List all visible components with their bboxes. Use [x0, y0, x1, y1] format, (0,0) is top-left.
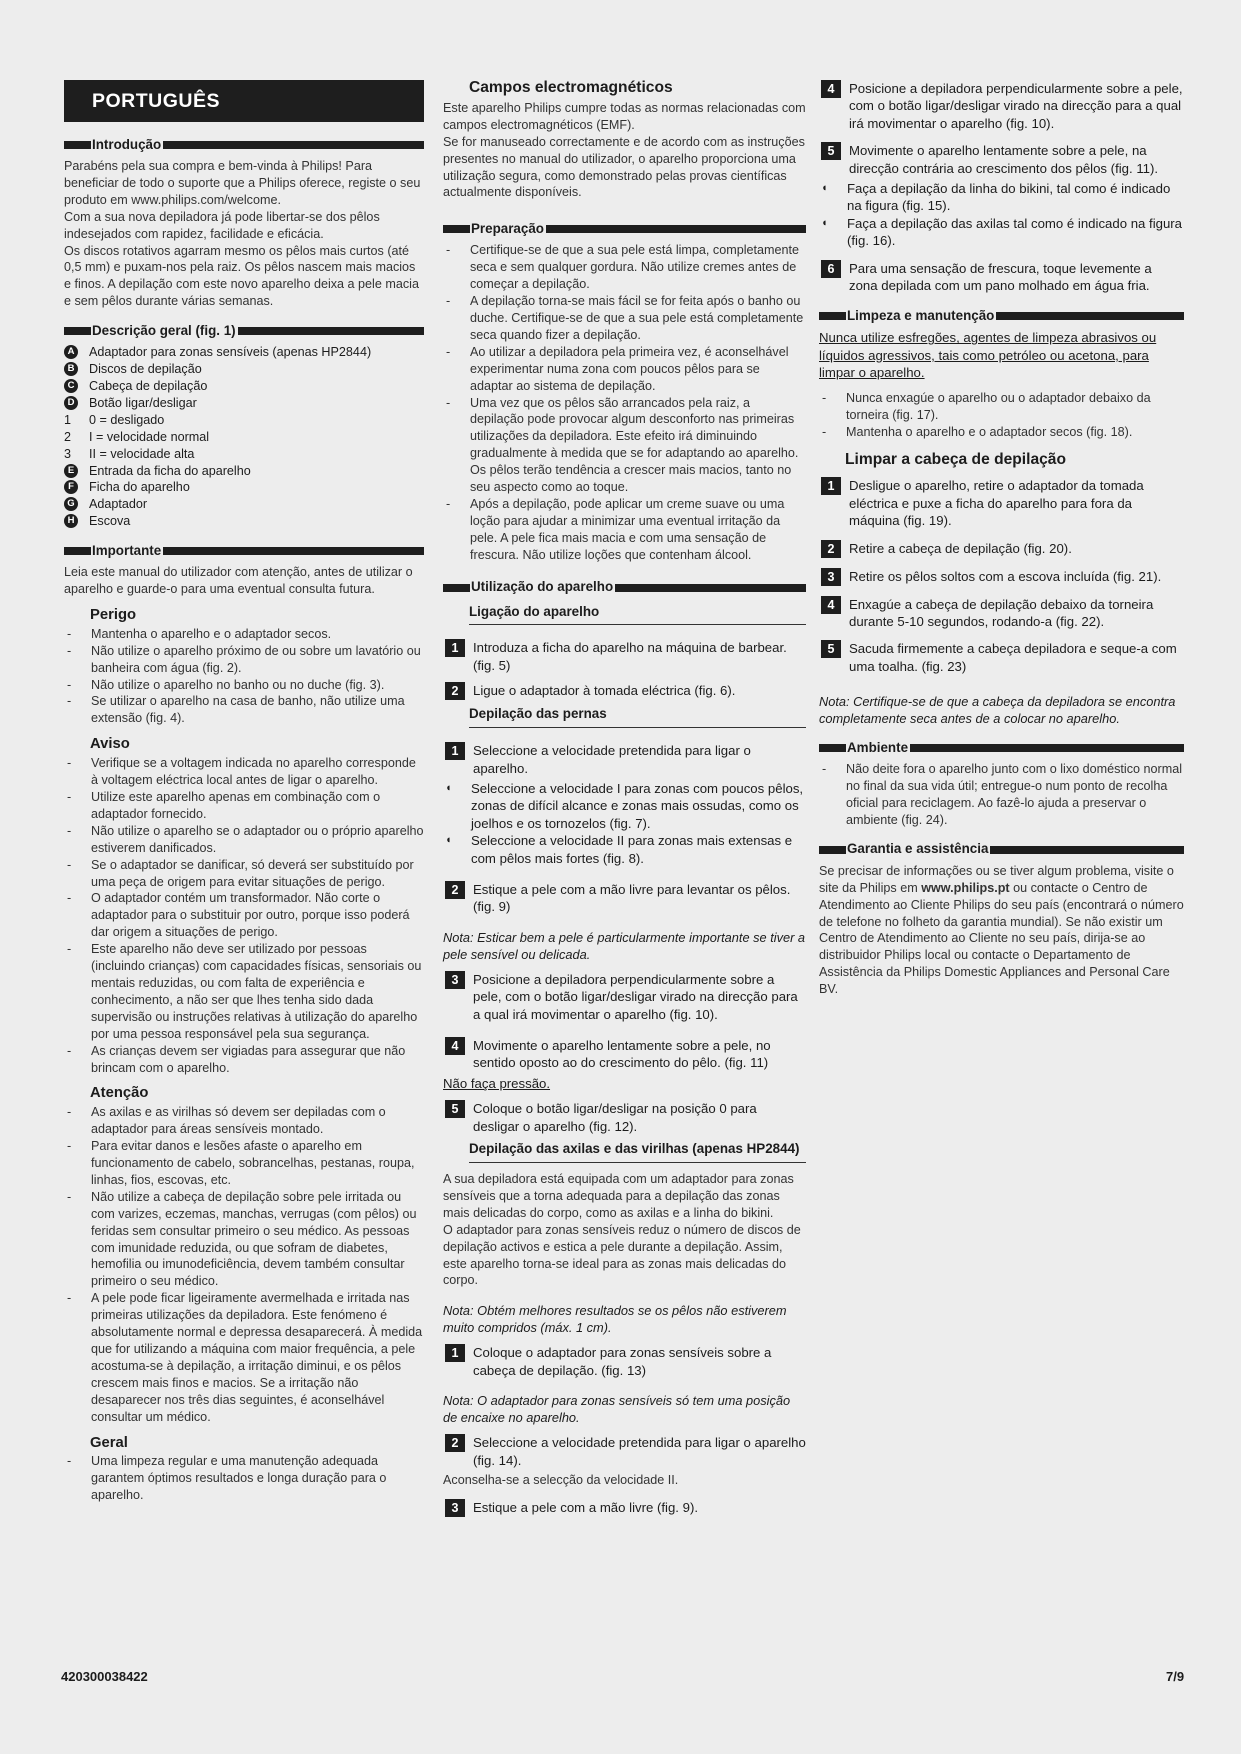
step-item: 1 Desligue o aparelho, retire o adaptador da tomada eléctrica e puxe a ficha do aparelho para fora da máquina (fig. 19). [819, 477, 1184, 529]
list-item: - Não utilize o aparelho no banho ou no duche (fig. 3). [64, 677, 424, 694]
list-item: - Não utilize o aparelho próximo de ou sobre um lavatório ou banheira com água (fig. 2). [64, 643, 424, 677]
list-item: - Mantenha o aparelho e o adaptador secos (fig. 18). [819, 424, 1184, 441]
step-item: 2 Estique a pele com a mão livre para levantar os pêlos. (fig. 9) [443, 881, 806, 916]
section-heading-intro: Introdução [64, 135, 424, 155]
list-item: - Certifique-se de que a sua pele está limpa, completamente seca e sem qualquer gordura. Não utilize cremes antes de começar a depilação. [443, 242, 806, 293]
bullet-item: ◖ Faça a depilação das axilas tal como é indicado na figura (fig. 16). [821, 215, 1183, 249]
list-item: - Após a depilação, pode aplicar um creme suave ou uma loção para ajudar a minimizar uma eventual irritação da pele. A pele fica mais macia e com uma sensação de frescura. Não utilize loções que contenham álcool. [443, 496, 806, 564]
note: Nota: Obtém melhores resultados se os pêlos não estiverem muito compridos (máx. 1 cm). [443, 1303, 787, 1336]
marker-f: F [64, 480, 78, 494]
list-item: - As crianças devem ser vigiadas para assegurar que não brincam com o aparelho. [64, 1043, 424, 1077]
list-item: - Uma vez que os pêlos são arrancados pela raiz, a depilação pode provocar algum desconforto nas primeiras utilizações da depiladora. Este efeito irá diminuindo gradualmente à medida que se for adaptando ao aparelho. Os pêlos terão tendência a crescer mais macios, tanto no seu aspecto como ao toque. [443, 395, 806, 496]
step-item: 3 Retire os pêlos soltos com a escova incluída (fig. 21). [819, 568, 1184, 586]
subheading-emf: Campos electromagnéticos [469, 79, 673, 96]
philips-website-link: www.philips.pt [921, 880, 1010, 895]
bullet-item: ◖ Seleccione a velocidade II para zonas mais extensas e com pêlos mais fortes (fig. 8). [445, 833, 793, 866]
bullet-icon: ◖ [821, 216, 828, 229]
important-intro: Leia este manual do utilizador com atenção, antes de utilizar o aparelho e guarde-o para uma eventual consulta futura. [64, 565, 413, 597]
step-item: 5 Movimente o aparelho lentamente sobre a pele, na direcção contrária ao crescimento dos pêlos (fig. 11). [819, 142, 1184, 177]
list-item: - Este aparelho não deve ser utilizado por pessoas (incluindo crianças) com capacidades físicas, sensoriais ou mentais reduzidas, ou com falta de experiência e conhecimento, a não ser que lhes tenha sido dada supervisão ou instruções relativas à utilização do aparelho por uma pessoa responsável pela sua segurança. [64, 941, 424, 1042]
document-number: 420300038422 [61, 1669, 148, 1684]
emf-paragraph: Este aparelho Philips cumpre todas as normas relacionadas com campos electromagnéticos (EMF). [443, 100, 806, 132]
step-item: 4 Movimente o aparelho lentamente sobre a pele, no sentido oposto ao do crescimento do pêlo. (fig. 11) [443, 1037, 806, 1072]
note: Nota: Certifique-se de que a cabeça da depiladora se encontra completamente seca antes de a colocar no aparelho. [819, 694, 1176, 727]
column-left [64, 80, 424, 1504]
bullet-icon: ◖ [445, 782, 452, 794]
step-item: 6 Para uma sensação de frescura, toque levemente a zona depilada com um pano molhado em água fria. [819, 260, 1184, 295]
list-item: H Escova [64, 513, 424, 530]
list-item: - A pele pode ficar ligeiramente avermelhada e irritada nas primeiras utilizações da depiladora. Este fenómeno é absolutamente normal e depressa desaparecerá. À medida que for utilizando a máquina com maior frequência, a pele acostuma-se à depilação, a irritação diminui, e os pêlos crescem mais finos e macios. Se a irritação não desaparecer nos três dias seguintes, é aconselhável consultar um médico. [64, 1290, 424, 1425]
marker-g: G [64, 497, 78, 511]
list-item: - O adaptador contém um transformador. Não corte o adaptador para o substituir por outro, porque isso poderá dar origem a situações de perigo. [64, 890, 424, 941]
subheading-atencao: Atenção [90, 1085, 149, 1102]
step-item: 3 Posicione a depiladora perpendicularmente sobre a pele, com o botão ligar/desligar virado na direcção para a qual irá movimentar o aparelho (fig. 10). [443, 971, 806, 1023]
step-item: 1 Introduza a ficha do aparelho na máquina de barbear. (fig. 5) [443, 639, 806, 674]
list-item: G Adaptador [64, 496, 424, 513]
section-heading-usage: Utilização do aparelho [443, 578, 806, 598]
step-item: 5 Sacuda firmemente a cabeça depiladora e seque-a com uma toalha. (fig. 23) [819, 640, 1184, 675]
warning-text: Nunca utilize esfregões, agentes de limpeza abrasivos ou líquidos agressivos, tais como petróleo ou acetona, para limpar o aparelho. [819, 330, 1157, 381]
list-item: - Nunca enxagúe o aparelho ou o adaptador debaixo da torneira (fig. 17). [819, 390, 1184, 424]
list-item: 3 II = velocidade alta [64, 446, 195, 461]
step-item: 1 Coloque o adaptador para zonas sensíveis sobre a cabeça de depilação. (fig. 13) [443, 1344, 806, 1379]
subheading-perigo: Perigo [90, 606, 137, 623]
section-heading-description: Descrição geral (fig. 1) [64, 321, 424, 341]
emf-paragraph: Se for manuseado correctamente e de acordo com as instruções presentes no manual do utilizador, o aparelho proporciona uma utilização segura, como demonstrado pelas provas científicas actualmente disponíveis. [443, 134, 805, 200]
list-item: B Discos de depilação [64, 361, 424, 378]
section-heading-cleaning: Limpeza e manutenção [819, 306, 1184, 326]
list-item: - Ao utilizar a depiladora pela primeira vez, é aconselhável experimentar numa zona com poucos pêlos para se adaptar ao sistema de depilação. [443, 344, 806, 395]
section-heading-environment: Ambiente [819, 738, 1184, 758]
section-heading-preparation: Preparação [443, 219, 806, 239]
step-item: 2 Ligue o adaptador à tomada eléctrica (fig. 6). [443, 682, 806, 700]
list-item: - As axilas e as virilhas só devem ser depiladas com o adaptador para áreas sensíveis montado. [64, 1104, 424, 1138]
list-item: - Não utilize a cabeça de depilação sobre pele irritada ou com varizes, eczemas, manchas, verrugas (com pêlos) ou feridas sem consultar primeiro o seu médico. As pessoas com imunidade reduzida, ou que sofram de diabetes, hemofilia ou imunodeficiência, devem também consultar primeiro o seu médico. [64, 1189, 424, 1290]
guarantee-paragraph: Se precisar de informações ou se tiver algum problema, visite o site da Philips em www.philips.pt ou contacte o Centro de Atendimento ao Cliente Philips do seu país (encontrará o número de telefone no folheto da garantia mundial). Se não existir um Centro de Atendimento ao Cliente no seu país, dirija-se ao distribuidor Philips local ou contacte o Departamento de Assistência da Philips Domestic Appliances and Personal Care BV. [819, 863, 1184, 997]
step-item: 3 Estique a pele com a mão livre (fig. 9). [443, 1499, 806, 1517]
list-item: - Utilize este aparelho apenas em combinação com o adaptador fornecido. [64, 789, 424, 823]
list-item: - Se o adaptador se danificar, só deverá ser substituído por uma peça de origem para evitar situações de perigo. [64, 857, 424, 891]
list-item: - A depilação torna-se mais fácil se for feita após o banho ou duche. Certifique-se de que a sua pele está completamente seca quando fizer a depilação. [443, 293, 806, 344]
section-heading-important: Importante [64, 541, 424, 561]
column-right [819, 80, 1184, 998]
subheading-aviso: Aviso [90, 736, 130, 753]
step-item: 1 Seleccione a velocidade pretendida para ligar o aparelho. [443, 742, 806, 777]
list-item: 1 0 = desligado [64, 412, 165, 427]
marker-d: D [64, 396, 78, 410]
marker-e: E [64, 464, 78, 478]
description-list [64, 344, 424, 530]
list-item: F Ficha do aparelho [64, 479, 424, 496]
step-item: 4 Posicione a depiladora perpendicularmente sobre a pele, com o botão ligar/desligar virado na direcção para a qual irá movimentar o aparelho (fig. 10). [819, 80, 1184, 132]
list-item: E Entrada da ficha do aparelho [64, 463, 424, 480]
list-item: - Mantenha o aparelho e o adaptador secos. [64, 626, 424, 643]
column-middle [443, 80, 806, 1520]
bullet-item: ◖ Faça a depilação da linha do bikini, tal como é indicado na figura (fig. 15). [821, 181, 1171, 214]
step-item: 2 Seleccione a velocidade pretendida para ligar o aparelho (fig. 14). [443, 1434, 806, 1469]
section-heading-guarantee: Garantia e assistência [819, 840, 1184, 860]
axillae-paragraph: O adaptador para zonas sensíveis reduz o número de discos de depilação activos e estica a pele durante a depilação. Assim, este aparelho torna-se ideal para as zonas mais delicadas do corpo. [443, 1222, 801, 1288]
intro-paragraph: Parabéns pela sua compra e bem-vinda à Philips! Para beneficiar de todo o suporte que a Philips oferece, registe o seu produto em www.philips.com/welcome. [64, 159, 421, 207]
list-item: A Adaptador para zonas sensíveis (apenas HP2844) [64, 344, 424, 361]
note: Nota: O adaptador para zonas sensíveis só tem uma posição de encaixe no aparelho. [443, 1393, 791, 1426]
subheading-legs: Depilação das pernas [469, 706, 806, 728]
subheading-connecting: Ligação do aparelho [469, 604, 806, 626]
note: Nota: Esticar bem a pele é particularmente importante se tiver a pele sensível ou delicada. [443, 929, 806, 962]
subheading-axillae: Depilação das axilas e das virilhas (apenas HP2844) [469, 1141, 806, 1163]
list-item: - Uma limpeza regular e uma manutenção adequada garantem óptimos resultados e longa duração para o aparelho. [64, 1453, 424, 1504]
bullet-icon: ◖ [821, 182, 828, 195]
intro-paragraph: Com a sua nova depiladora já pode libertar-se dos pêlos indesejados com rapidez, facilidade e eficácia. [64, 209, 380, 241]
subheading-geral: Geral [90, 1434, 128, 1451]
warning-text: Não faça pressão. [443, 1075, 551, 1091]
marker-b: B [64, 362, 78, 376]
list-item: 2 I = velocidade normal [64, 429, 210, 444]
list-item: - Não deite fora o aparelho junto com o lixo doméstico normal no final da sua vida útil; entregue-o num ponto de recolha oficial para reciclagem. Ao fazê-lo ajuda a preservar o ambiente (fig. 24). [819, 761, 1184, 829]
marker-c: C [64, 379, 78, 393]
intro-paragraph: Os discos rotativos agarram mesmo os pêlos mais curtos (até 0,5 mm) e puxam-nos pela raiz. Os pêlos nascem mais macios e finos. A depilação com este novo aparelho deixa a pele macia e sem pêlos durante várias semanas. [64, 243, 419, 309]
marker-h: H [64, 514, 78, 528]
subheading-clean-head: Limpar a cabeça de depilação [845, 451, 1067, 469]
list-item: C Cabeça de depilação [64, 378, 424, 395]
list-item: D Botão ligar/desligar [64, 395, 424, 412]
marker-a: A [64, 345, 78, 359]
list-item: - Para evitar danos e lesões afaste o aparelho em funcionamento de cabelo, sobrancelhas, pestanas, roupa, linhas, fios, escovas, etc. [64, 1138, 424, 1189]
step-item: 4 Enxagúe a cabeça de depilação debaixo da torneira durante 5-10 segundos, rodando-a (fig. 22). [819, 596, 1184, 631]
advice-text: Aconselha-se a selecção da velocidade II. [443, 1472, 679, 1487]
bullet-item: ◖ Seleccione a velocidade I para zonas com poucos pêlos, zonas de difícil alcance e zonas mais ossudas, como os joelhos e os tornozelos (fig. 7). [445, 781, 804, 831]
list-item: - Não utilize o aparelho se o adaptador ou o próprio aparelho estiverem danificados. [64, 823, 424, 857]
bullet-icon: ◖ [445, 834, 452, 847]
step-item: 5 Coloque o botão ligar/desligar na posição 0 para desligar o aparelho (fig. 12). [443, 1100, 806, 1135]
step-item: 2 Retire a cabeça de depilação (fig. 20). [819, 540, 1184, 558]
language-banner: PORTUGUÊS [64, 80, 424, 122]
list-item: - Verifique se a voltagem indicada no aparelho corresponde à voltagem eléctrica local antes de ligar o aparelho. [64, 755, 424, 789]
list-item: - Se utilizar o aparelho na casa de banho, não utilize uma extensão (fig. 4). [64, 693, 424, 727]
axillae-paragraph: A sua depiladora está equipada com um adaptador para zonas sensíveis que a torna adequada para a depilação das zonas mais delicadas do corpo, como as axilas e a linha do bikini. [443, 1172, 794, 1220]
page-number: 7/9 [1166, 1669, 1185, 1684]
